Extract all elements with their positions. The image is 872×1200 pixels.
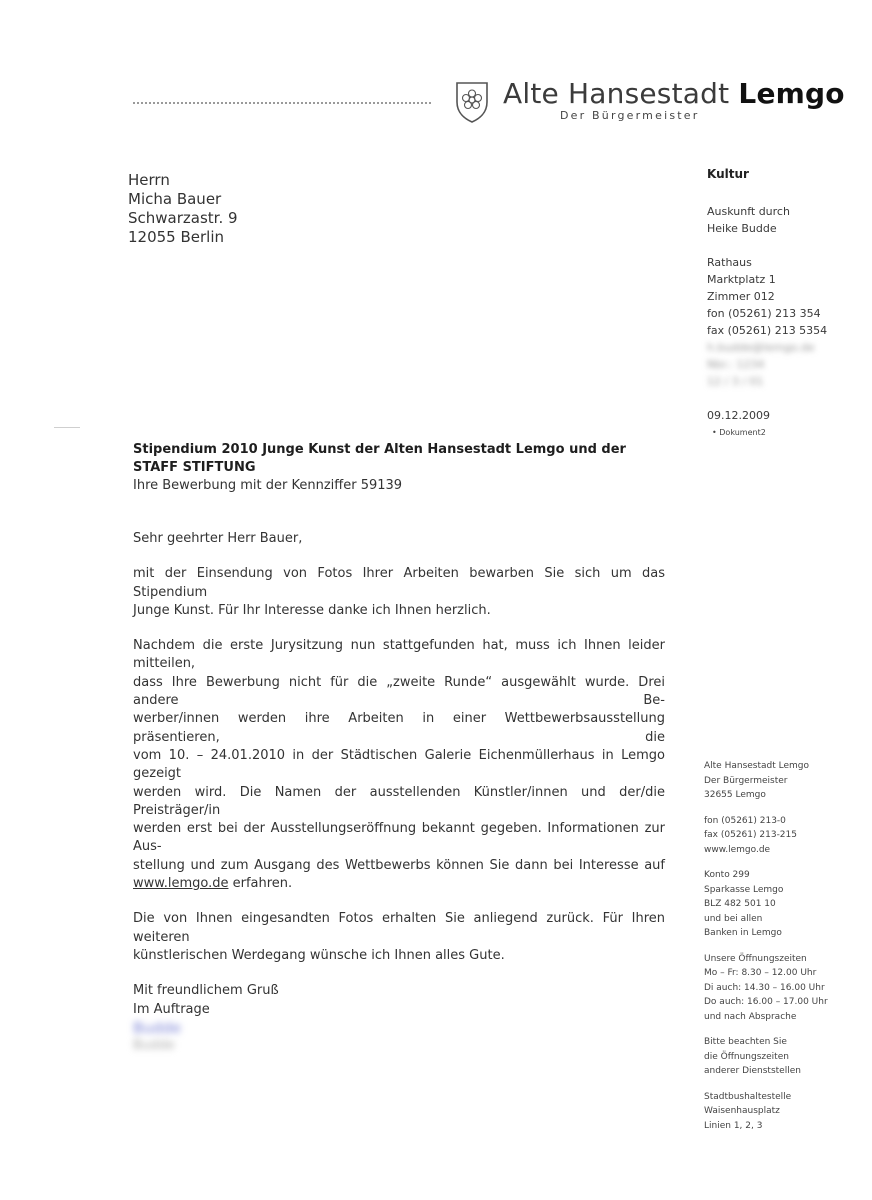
footer-hours xyxy=(704,952,828,1025)
subject-title: Stipendium 2010 Junge Kunst der Alten Hansestadt Lemgo und der STAFF STIFTUNG xyxy=(133,442,626,475)
footer-website: www.lemgo.de xyxy=(704,844,771,855)
footer-line: BLZ 482 501 10 xyxy=(704,899,776,909)
letter-date: 09.12.2009 xyxy=(707,409,770,422)
footer-info xyxy=(704,759,828,1144)
paragraph-line-end: erfahren. xyxy=(228,876,293,892)
footer-line: und bei allen xyxy=(704,913,763,924)
footer-line: Konto 299 xyxy=(704,870,750,880)
paragraph-line: werber/innen werden ihre Arbeiten in einer Wettbewerbsausstellung präsentieren, die xyxy=(133,711,665,745)
recipient-salutation: Herrn xyxy=(128,171,170,189)
redacted-email: h.budde@lemgo.de xyxy=(707,341,815,354)
footer-line: Der Bürgermeister xyxy=(704,775,788,786)
subject-reference: Ihre Bewerbung mit der Kennziffer 59139 xyxy=(133,478,403,493)
footer-line: und nach Absprache xyxy=(704,1011,797,1022)
footer-line: Banken in Lemgo xyxy=(704,928,782,938)
footer-line: fon (05261) 213-0 xyxy=(704,815,786,826)
fold-mark xyxy=(54,427,80,428)
paragraph-line: Nachdem die erste Jurysitzung nun stattgefunden hat, muss ich Ihnen leider mitteilen, xyxy=(133,638,665,672)
paragraph-line: werden wird. Die Namen der ausstellenden Künstler/innen und der/die Preisträger/in xyxy=(133,784,665,818)
contact-label: Auskunft durch xyxy=(707,205,790,218)
letter-body xyxy=(133,530,665,1055)
paragraph-line: mit der Einsendung von Fotos Ihrer Arbeiten bewarben Sie sich um das Stipendium xyxy=(133,566,665,600)
salutation: Sehr geehrter Herr Bauer, xyxy=(133,531,303,546)
paragraph-line: werden erst bei der Ausstellungseröffnung bekannt gegeben. Informationen zur Aus- xyxy=(133,821,665,855)
paragraph-line: stellung und zum Ausgang des Wettbewerbs können Sie dann bei Interesse auf xyxy=(133,857,665,873)
contact-street: Marktplatz 1 xyxy=(707,273,776,286)
footer-line: fax (05261) 213-215 xyxy=(704,830,797,840)
paragraph-2 xyxy=(133,637,665,893)
recipient-address xyxy=(128,171,238,247)
footer-line: Alte Hansestadt Lemgo xyxy=(704,761,810,771)
city-crest-rose-icon xyxy=(454,80,490,124)
footer-notice xyxy=(704,1035,828,1079)
letterhead-title-light: Alte Hansestadt xyxy=(503,77,730,110)
department-label: Kultur xyxy=(707,167,749,181)
footer-address xyxy=(704,759,828,803)
closing xyxy=(133,982,665,1055)
footer-line: Di auch: 14.30 – 16.00 Uhr xyxy=(704,982,825,993)
letterhead-title-bold: Lemgo xyxy=(738,77,845,110)
closing-authority: Im Auftrage xyxy=(133,1001,210,1017)
recipient-name: Micha Bauer xyxy=(128,190,222,208)
footer-line: Waisenhausplatz xyxy=(704,1106,780,1116)
letterhead-subtitle: Der Bürgermeister xyxy=(560,109,700,122)
paragraph-last-line xyxy=(133,875,665,893)
website-link[interactable]: www.lemgo.de xyxy=(133,876,229,892)
paragraph-line: vom 10. – 24.01.2010 in der Städtischen Galerie Eichenmüllerhaus in Lemgo gezeigt xyxy=(133,747,665,782)
paragraph-line: künstlerischen Werdegang wünsche ich Ihnen alles Gute. xyxy=(133,947,505,963)
paragraph-line: Junge Kunst. Für Ihr Interesse danke ich Ihnen herzlich. xyxy=(133,602,491,618)
closing-greeting: Mit freundlichem Gruß xyxy=(133,983,279,999)
redacted-number: Nbr.: 1234 xyxy=(707,358,765,371)
footer-line: Mo – Fr: 8.30 – 12.00 Uhr xyxy=(704,968,817,978)
contact-room: Zimmer 012 xyxy=(707,290,775,303)
footer-line: die Öffnungszeiten xyxy=(704,1051,789,1062)
recipient-street: Schwarzastr. 9 xyxy=(128,209,238,227)
recipient-city: 12055 Berlin xyxy=(128,228,225,246)
contact-block xyxy=(707,203,827,390)
redacted-reference: 12 / 3 / 01 xyxy=(707,375,764,388)
footer-line: Stadtbushaltestelle xyxy=(704,1091,792,1102)
document-name: • Dokument2 xyxy=(712,428,766,437)
footer-line: Bitte beachten Sie xyxy=(704,1037,787,1047)
paragraph-3 xyxy=(133,910,665,965)
footer-line: 32655 Lemgo xyxy=(704,790,766,800)
footer-line: Sparkasse Lemgo xyxy=(704,884,784,895)
contact-name: Heike Budde xyxy=(707,222,777,235)
paragraph-1 xyxy=(133,565,665,620)
footer-line: Unsere Öffnungszeiten xyxy=(704,953,807,964)
letterhead-title xyxy=(503,74,845,114)
footer-line: Linien 1, 2, 3 xyxy=(704,1120,763,1131)
contact-building: Rathaus xyxy=(707,256,752,269)
paragraph-line: dass Ihre Bewerbung nicht für die „zweite Runde“ ausgewählt wurde. Drei andere Be- xyxy=(133,674,665,709)
document-name-text: Dokument2 xyxy=(719,428,766,437)
paragraph-line: Die von Ihnen eingesandten Fotos erhalten Sie anliegend zurück. Für Ihren weiteren xyxy=(133,911,665,945)
contact-phone: fon (05261) 213 354 xyxy=(707,307,821,320)
letterhead-dotted-rule xyxy=(133,102,431,104)
contact-fax: fax (05261) 213 5354 xyxy=(707,324,828,337)
subject-block xyxy=(133,441,653,495)
footer-bus xyxy=(704,1090,828,1134)
footer-bank xyxy=(704,868,828,941)
signature: Budde xyxy=(133,1018,182,1037)
footer-line: Do auch: 16.00 – 17.00 Uhr xyxy=(704,997,828,1007)
footer-contact xyxy=(704,814,828,858)
footer-line: anderer Dienststellen xyxy=(704,1066,801,1076)
signatory-name: Budde xyxy=(133,1038,175,1054)
